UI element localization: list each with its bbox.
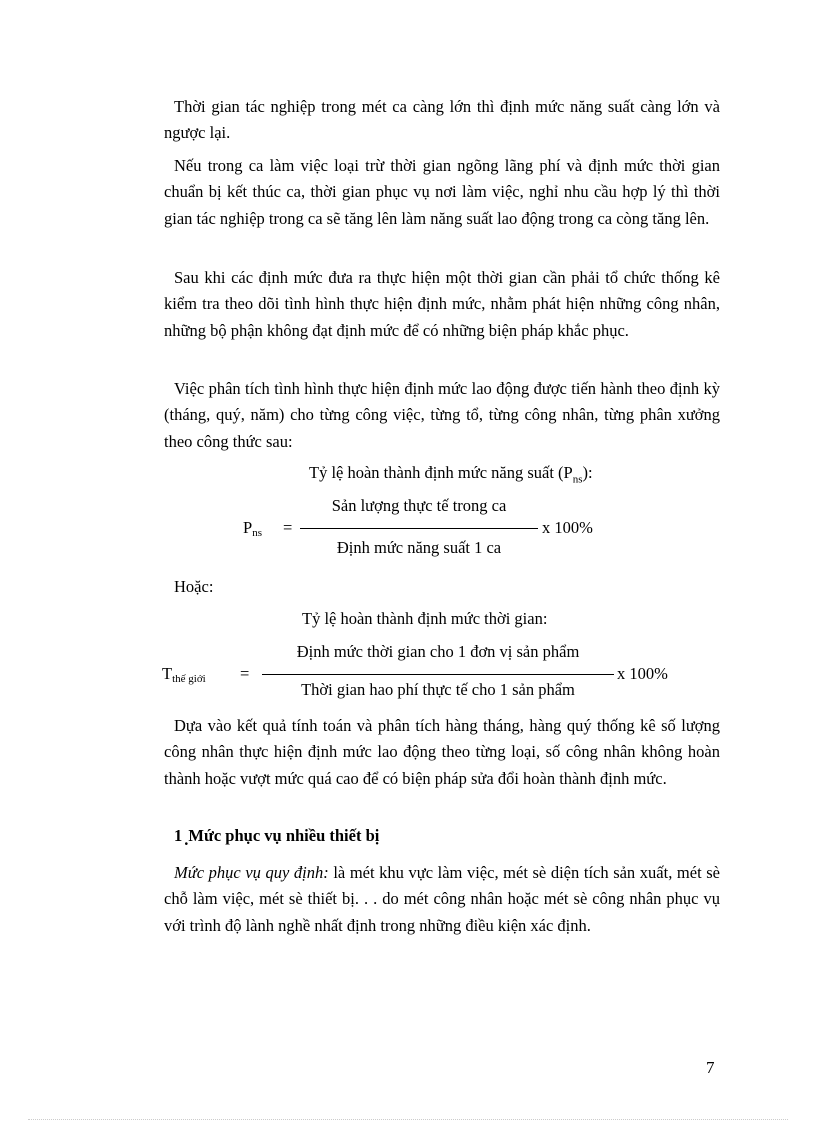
formula-2-equals: = xyxy=(240,664,250,683)
formula-1-equals: = xyxy=(283,518,293,537)
formula-2-caption: Tỷ lệ hoàn thành định mức thời gian: xyxy=(302,609,548,628)
formula-1-lhs: $P_{ns}$ xyxy=(243,518,262,539)
formula-1-fraction-bar xyxy=(300,528,538,529)
footer-dotted-rule xyxy=(28,1119,788,1120)
definition-paragraph xyxy=(164,860,720,939)
formula-2-denominator: Thời gian hao phí thực tế cho 1 sản phẩm xyxy=(301,680,575,699)
section-dot: . xyxy=(184,830,189,849)
formula-1-caption: Tỷ lệ hoàn thành định mức năng suất $(P_{ns})$: xyxy=(309,463,593,486)
paragraph-3: Sau khi các định mức đưa ra thực hiện một thời gian cần phải tổ chức thống kê kiểm tra theo dõi tình hình thực hiện định mức, nhằm phát hiện những công nhân, những bộ phận không đạt định mức để có những biện pháp khắc phục. xyxy=(164,268,720,340)
formula-1-multiplier: x 100% xyxy=(542,518,593,537)
section-number: 1 xyxy=(174,826,183,845)
definition-text: là mét khu vực làm việc, mét sè diện tích sản xuất, mét sè chỗ làm việc, mét sè thiết bị. . . do mét công nhân hoặc mét sè công nhân phục vụ với trình độ lành nghề nhất định trong những điều kiện xác định. xyxy=(164,863,720,935)
or-label: Hoặc: xyxy=(174,577,214,596)
formula-2-multiplier: x 100% xyxy=(617,664,668,683)
page-number: 7 xyxy=(706,1058,715,1077)
formula-1-denominator: Định mức năng suất 1 ca xyxy=(336,538,502,557)
paragraph-1: Thời gian tác nghiệp trong mét ca càng lớn thì định mức năng suất càng lớn và ngược lại. xyxy=(164,97,720,143)
definition-term: Mức phục vụ quy định: xyxy=(174,863,329,882)
section-heading xyxy=(174,826,380,849)
paragraph-2: Nếu trong ca làm việc loại trừ thời gian ngõng lãng phí và định mức thời gian chuẩn bị kết thúc ca, thời gian phục vụ nơi làm việc, nghỉ nhu cầu hợp lý thì thời gian tác nghiệp trong ca sẽ tăng lên làm năng suất lao động trong ca còng tăng lên. xyxy=(164,156,720,228)
formula-2-lhs: $T_{thế giới}$ xyxy=(162,664,206,685)
paragraph-4: Việc phân tích tình hình thực hiện định mức lao động được tiến hành theo định kỳ (tháng, quý, năm) cho từng công việc, từng tổ, từng công nhân, từng phân xưởng theo công thức sau: xyxy=(164,379,720,451)
formula-2-fraction-bar xyxy=(262,674,614,675)
section-title: Mức phục vụ nhiều thiết bị xyxy=(188,826,380,845)
formula-1-numerator: Sản lượng thực tế trong ca xyxy=(331,496,507,515)
paragraph-5: Dựa vào kết quả tính toán và phân tích hàng tháng, hàng quý thống kê số lượng công nhân thực hiện định mức lao động theo từng loại, số công nhân không hoàn thành hoặc vượt mức quá cao để có biện pháp sửa đổi hoàn thành định mức. xyxy=(164,716,720,788)
formula-2-numerator: Định mức thời gian cho 1 đơn vị sản phẩm xyxy=(296,642,580,661)
